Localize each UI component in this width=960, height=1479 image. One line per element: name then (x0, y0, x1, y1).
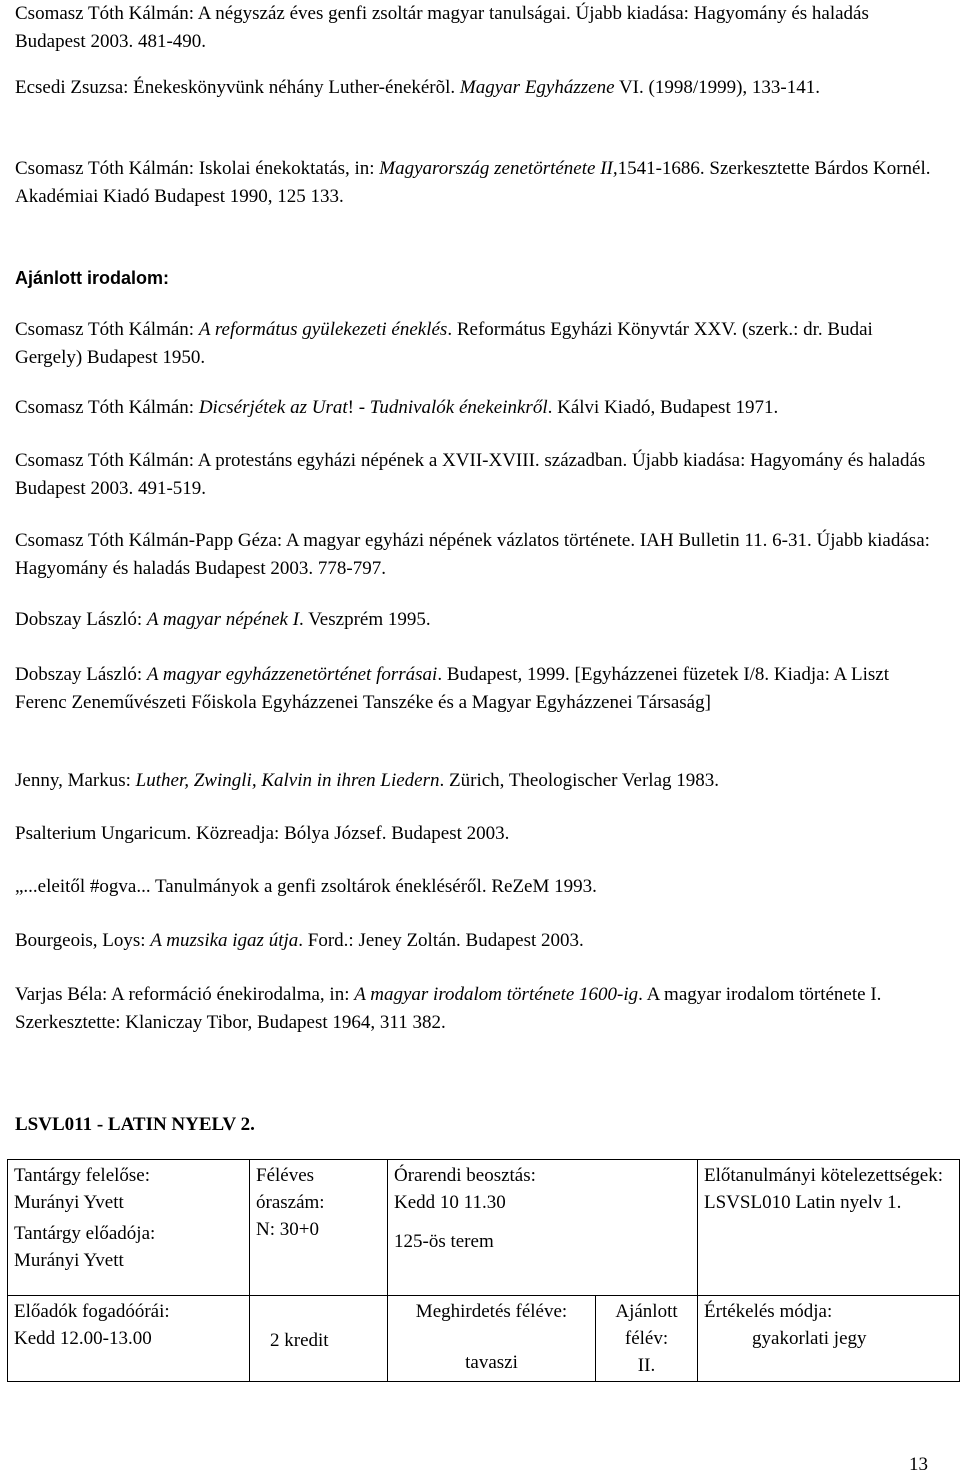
schedule-label: Órarendi beosztás: (394, 1165, 536, 1186)
recommended-semester-cell (596, 1296, 698, 1382)
hours-value: N: 30+0 (256, 1219, 319, 1240)
reference-text: Csomasz Tóth Kálmán: A protestáns egyházi népének a XVII-XVIII. században. Újabb kiadása: Hagyomány és haladás Budapest 2003. 491-519. (15, 450, 926, 499)
assessment-value: gyakorlati jegy (752, 1328, 867, 1349)
credit-cell (250, 1296, 388, 1382)
recommended-semester-label: Ajánlott félév: (615, 1301, 678, 1349)
reference-title-italic: Magyarország zenetörténete II, (379, 158, 618, 179)
semester-cell (388, 1296, 596, 1382)
reference-title-italic: A magyar irodalom története 1600-ig (354, 984, 639, 1005)
recommended-literature-heading: Ajánlott irodalom: (15, 268, 169, 288)
reference-entry (15, 873, 935, 901)
reference-text: ! - (347, 397, 370, 418)
prerequisites-label: Előtanulmányi kötelezettségek: (704, 1165, 944, 1186)
reference-text: . Ford.: Jeney Zoltán. Budapest 2003. (298, 930, 584, 951)
course-lecturer-value: Murányi Yvett (14, 1250, 124, 1271)
reference-title-italic: Tudnivalók énekeinkről (369, 397, 548, 418)
reference-title-italic: Luther, Zwingli, Kalvin in ihren Liedern (135, 770, 440, 791)
reference-entry (15, 661, 935, 717)
semester-value: tavaszi (465, 1352, 518, 1373)
reference-text: Ecsedi Zsuzsa: Énekeskönyvünk néhány Luther-énekérõl. (15, 77, 460, 98)
reference-entry (15, 820, 935, 848)
prerequisites-cell (698, 1160, 960, 1296)
reference-text: . Veszprém 1995. (299, 609, 431, 630)
reference-entry (15, 606, 935, 634)
reference-text: Bourgeois, Loys: (15, 930, 151, 951)
reference-text: Csomasz Tóth Kálmán: A négyszáz éves genfi zsoltár magyar tanulságai. Újabb kiadása: Hagyomány és haladás Budapest 2003. 481-490. (15, 3, 869, 52)
reference-text: Psalterium Ungaricum. Közreadja: Bólya József. Budapest 2003. (15, 823, 510, 844)
course-responsible-value: Murányi Yvett (14, 1192, 124, 1213)
recommended-semester-value: II. (637, 1355, 656, 1376)
reference-entry (15, 155, 935, 211)
room-value: 125-ös terem (394, 1231, 494, 1252)
hours-label: Féléves óraszám: (256, 1165, 325, 1213)
reference-title-italic: A muzsika igaz útja (150, 930, 299, 951)
reference-entry (15, 74, 935, 102)
reference-text: „...eleitől #ogva... Tanulmányok a genfi zsoltárok énekléséről. ReZeM 1993. (15, 876, 597, 897)
reference-text: . Református Egyházi Könyvtár XXV. (szerk.: dr. Budai Gergely) Budapest 1950. (15, 319, 873, 368)
course-title: LSVL011 - LATIN NYELV 2. (15, 1114, 255, 1135)
hours-cell (250, 1160, 388, 1296)
reference-text: Csomasz Tóth Kálmán: Iskolai énekoktatás, in: (15, 158, 380, 179)
reference-text: VI. (1998/1999), 133-141. (614, 77, 820, 98)
reference-entry (15, 447, 935, 503)
course-info-table (7, 1159, 960, 1382)
reference-title-italic: Magyar Egyházzene (459, 77, 615, 98)
credit-value: 2 kredit (270, 1330, 329, 1351)
semester-label: Meghirdetés féléve: (415, 1301, 568, 1322)
course-responsible-label: Tantárgy felelőse: (14, 1165, 151, 1186)
schedule-value: Kedd 10 11.30 (394, 1192, 506, 1213)
reference-text: Varjas Béla: A reformáció énekirodalma, in: (15, 984, 355, 1005)
reference-title-italic: A magyar egyházzenetörténet forrásai (146, 664, 438, 685)
reference-entry (15, 527, 935, 583)
reference-text: Csomasz Tóth Kálmán: (15, 397, 199, 418)
office-hours-value: Kedd 12.00-13.00 (14, 1328, 152, 1349)
reference-text: Csomasz Tóth Kálmán-Papp Géza: A magyar egyházi népének vázlatos története. IAH Bulletin 11. 6-31. Újabb kiadása: Hagyomány és haladás Budapest 2003. 778-797. (15, 530, 930, 579)
reference-title-italic: A magyar népének I (146, 609, 300, 630)
reference-entry (15, 316, 935, 372)
reference-entry (15, 767, 935, 795)
prerequisites-value: LSVSL010 Latin nyelv 1. (704, 1192, 902, 1213)
reference-text: . Zürich, Theologischer Verlag 1983. (439, 770, 719, 791)
schedule-cell (388, 1160, 698, 1296)
reference-text: . Kálvi Kiadó, Budapest 1971. (547, 397, 779, 418)
reference-entry (15, 0, 935, 56)
reference-text: Dobszay László: (15, 664, 147, 685)
page-number: 13 (909, 1454, 928, 1475)
reference-text: 1541-1686. Szerkesztette Bárdos Kornél. Akadémiai Kiadó Budapest 1990, 125 133. (15, 158, 931, 207)
reference-text: Csomasz Tóth Kálmán: (15, 319, 199, 340)
course-responsible-cell (8, 1160, 250, 1296)
office-hours-cell (8, 1296, 250, 1382)
reference-text: Dobszay László: (15, 609, 147, 630)
reference-text: . A magyar irodalom története I. Szerkesztette: Klaniczay Tibor, Budapest 1964, 311 382. (15, 984, 882, 1033)
assessment-cell (698, 1296, 960, 1382)
course-lecturer-label: Tantárgy előadója: (14, 1223, 156, 1244)
reference-title-italic: A református gyülekezeti éneklés (198, 319, 448, 340)
reference-text: Jenny, Markus: (15, 770, 136, 791)
reference-entry (15, 981, 935, 1037)
reference-entry (15, 927, 935, 955)
reference-title-italic: Dicsérjétek az Urat (198, 397, 348, 418)
assessment-label: Értékelés módja: (704, 1301, 833, 1322)
reference-text: . Budapest, 1999. [Egyházzenei füzetek I/8. Kiadja: A Liszt Ferenc Zeneművészeti Főiskola Egyházzenei Tanszéke és a Magyar Egyházzenei Társaság] (15, 664, 889, 713)
reference-entry (15, 394, 935, 422)
office-hours-label: Előadók fogadóórái: (14, 1301, 170, 1322)
